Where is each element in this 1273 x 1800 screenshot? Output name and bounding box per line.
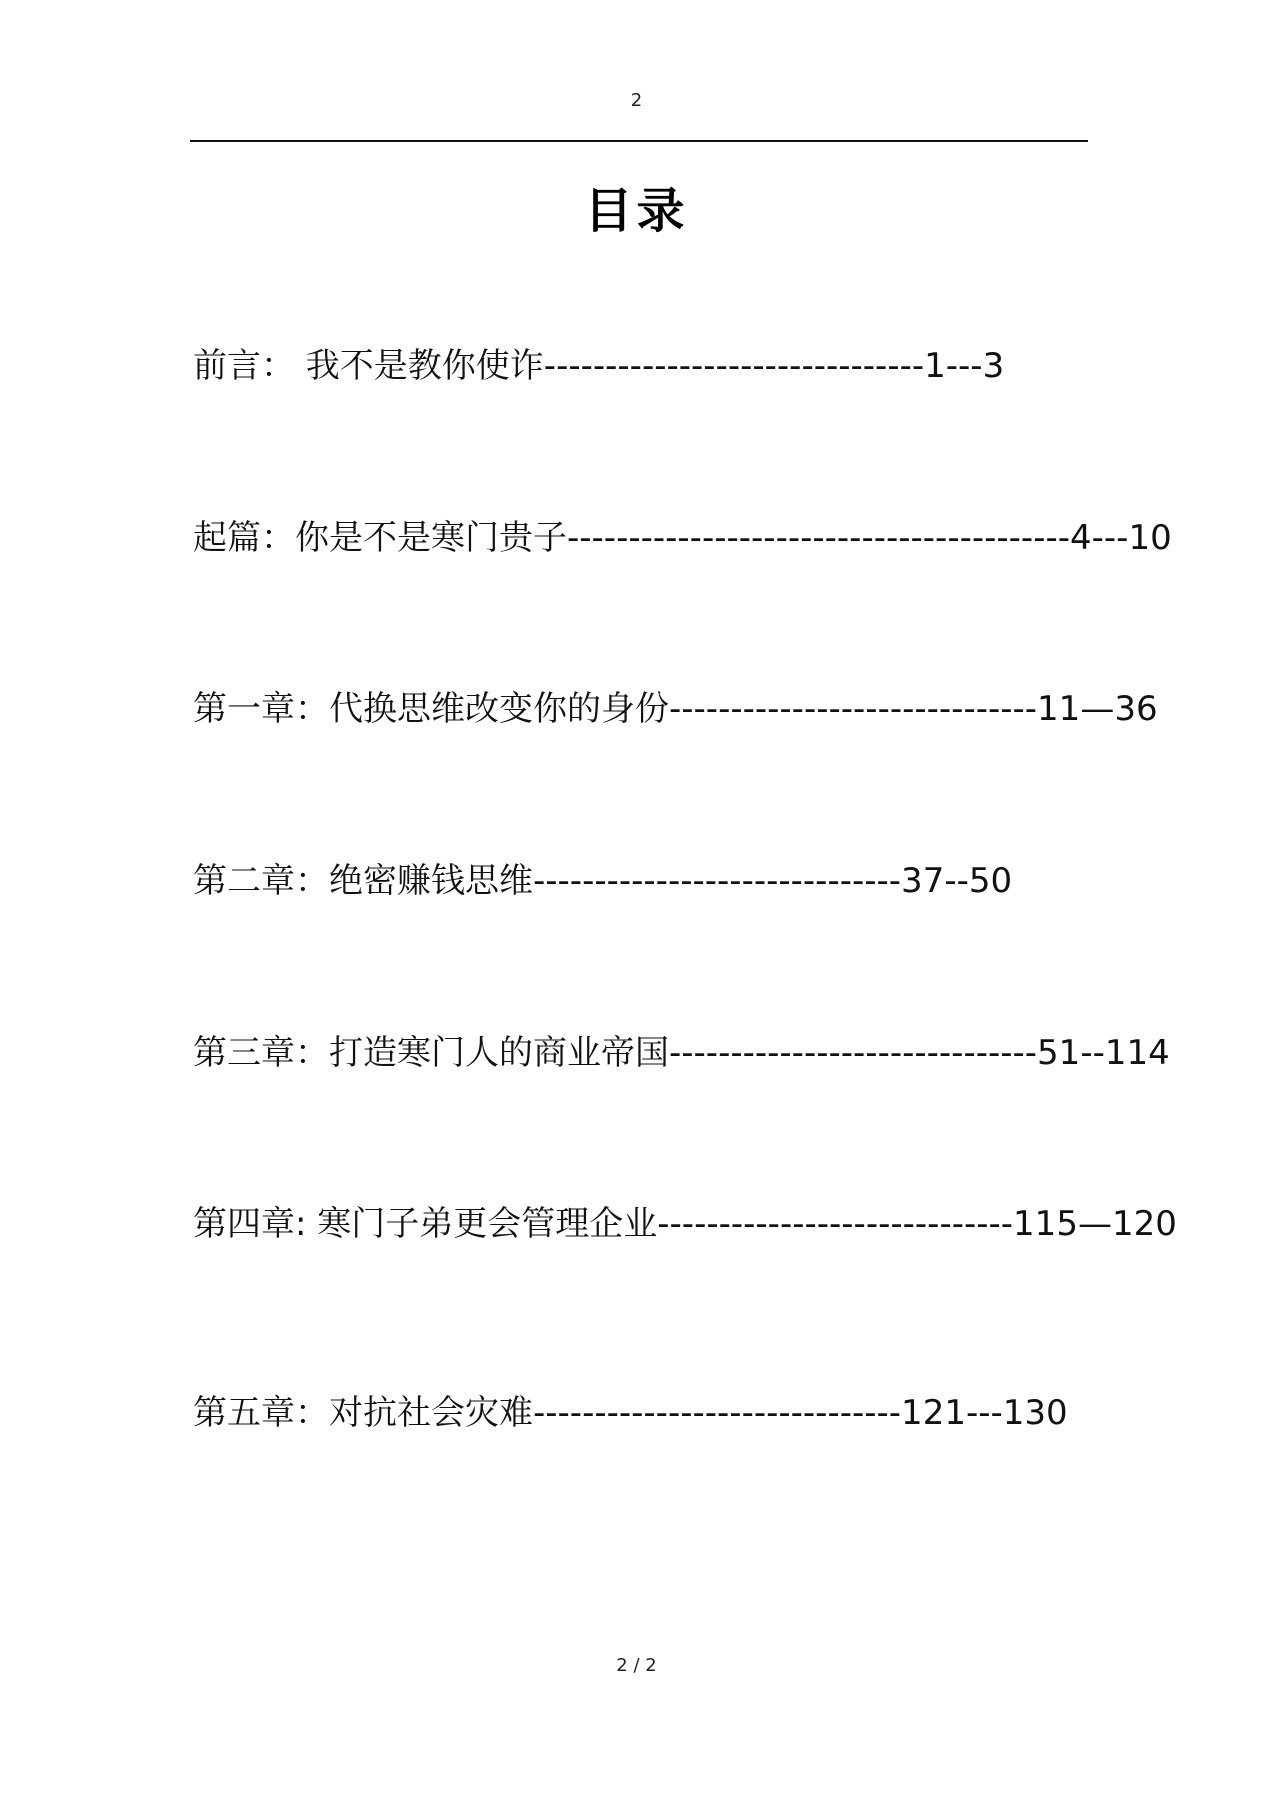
page-header-number: 2 [630, 90, 643, 111]
toc-entry-text: 第一章：代换思维改变你的身份------------------------------11—36 [193, 689, 1158, 729]
toc-entry-chapter-4 [193, 1204, 1177, 1244]
toc-entry-opening [193, 518, 1172, 558]
toc-entry-text: 第三章：打造寒门人的商业帝国------------------------------51--114 [193, 1033, 1170, 1073]
toc-entry-chapter-1 [193, 689, 1158, 729]
toc-entry-text: 第四章: 寒门子弟更会管理企业-----------------------------115—120 [193, 1204, 1177, 1244]
toc-entry-text: 前言： 我不是教你使诈-------------------------------1---3 [193, 346, 1005, 386]
page-count: 2 / 2 [616, 1655, 657, 1676]
toc-entry-text: 起篇：你是不是寒门贵子-----------------------------------------4---10 [193, 518, 1172, 558]
toc-entry-chapter-5 [193, 1393, 1068, 1433]
header-rule [190, 140, 1088, 142]
toc-entry-chapter-3 [193, 1033, 1170, 1073]
toc-entry-preface [193, 346, 1004, 386]
toc-entry-text: 第五章：对抗社会灾难------------------------------121---130 [193, 1393, 1068, 1433]
toc-entry-text: 第二章：绝密赚钱思维------------------------------37--50 [193, 861, 1013, 901]
toc-entry-chapter-2 [193, 861, 1012, 901]
toc-title: 目录 [584, 183, 689, 239]
